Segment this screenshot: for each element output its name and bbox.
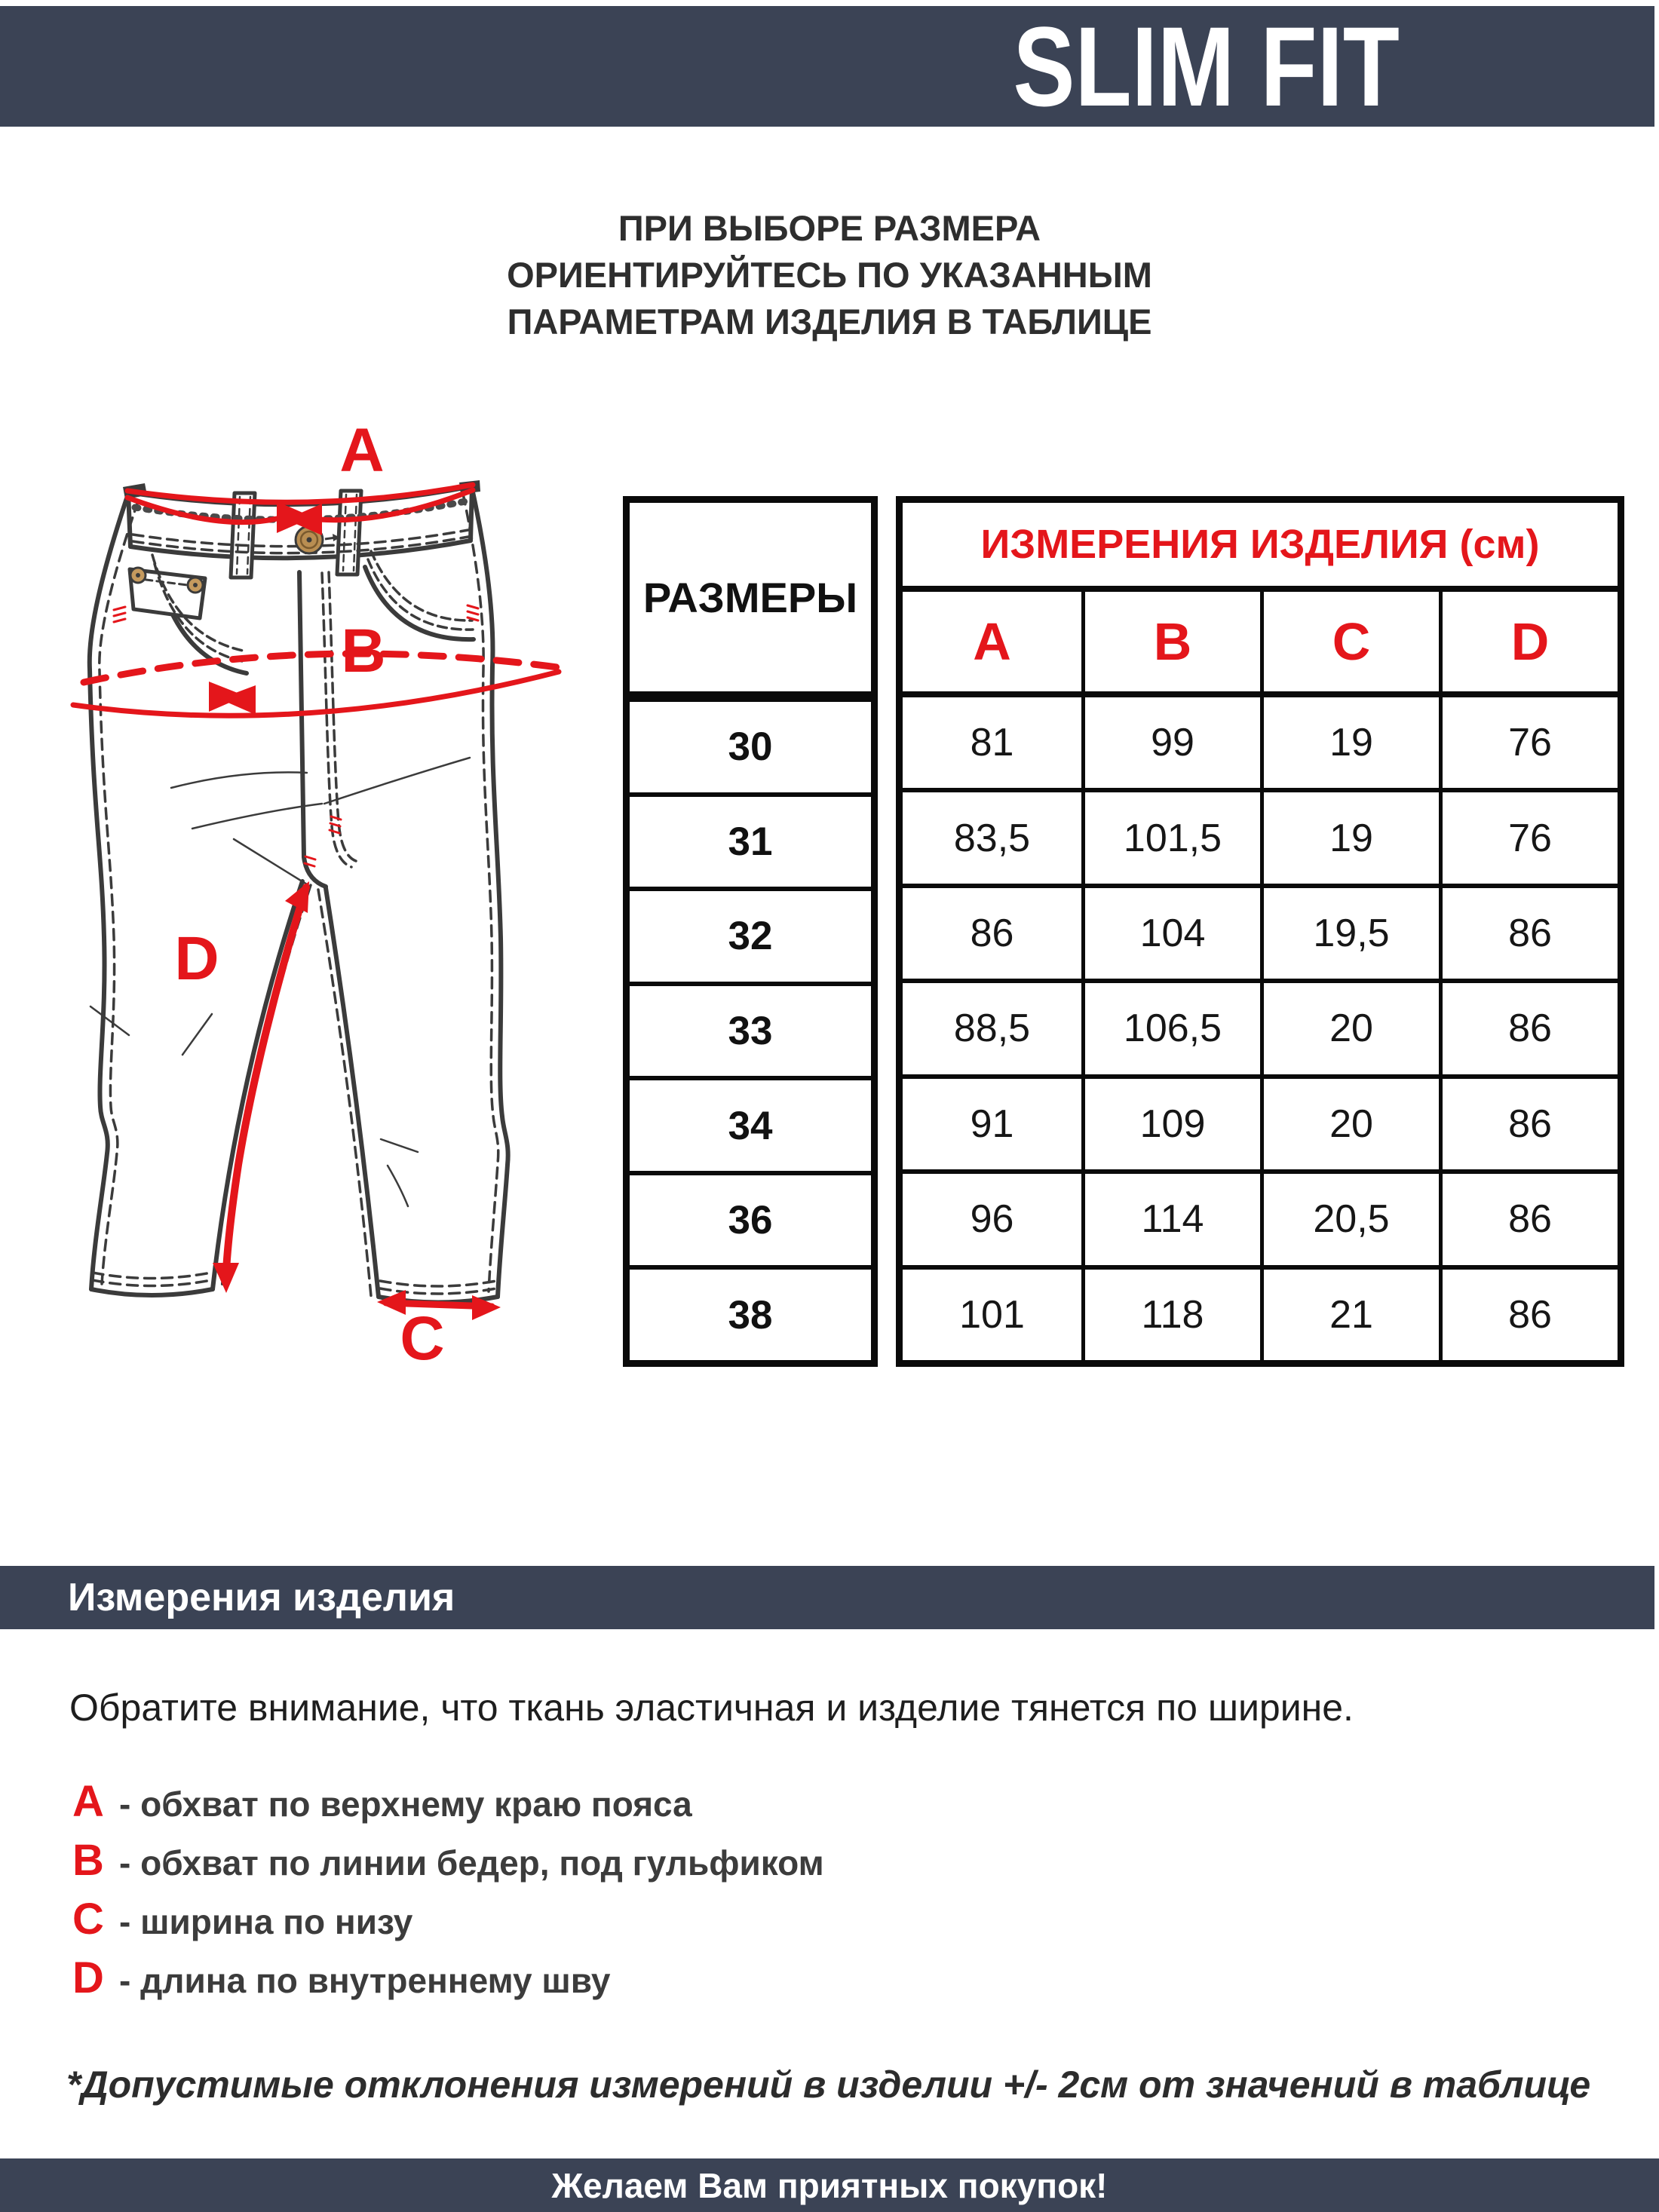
- legend-text: - обхват по линии бедер, под гульфиком: [119, 1843, 824, 1883]
- measurement-legend: [72, 1776, 824, 2011]
- tolerance-disclaimer: *Допустимые отклонения измерений в изделии +/- 2см от значений в таблице: [66, 2063, 1591, 2106]
- size-row: 36: [630, 1171, 871, 1266]
- intro-line-1: ПРИ ВЫБОРЕ РАЗМЕРА: [618, 208, 1041, 248]
- footer-bar: [0, 2158, 1659, 2212]
- legend-letter: D: [72, 1953, 104, 2002]
- legend-letter: A: [72, 1777, 104, 1826]
- label-a: A: [339, 416, 385, 485]
- measure-d-annotation: [213, 881, 309, 1293]
- label-c: C: [400, 1304, 445, 1373]
- jeans-diagram: [57, 416, 607, 1518]
- legend-letter: C: [72, 1895, 104, 1944]
- legend-item: [72, 1835, 824, 1894]
- legend-item: [72, 1776, 824, 1835]
- size-row: 38: [630, 1265, 871, 1360]
- measurements-header: ИЗМЕРЕНИЯ ИЗДЕЛИЯ (см): [903, 503, 1618, 592]
- column-b: B: [1081, 592, 1260, 691]
- table-row: 91 109 20 86: [903, 1074, 1618, 1169]
- size-row: 33: [630, 982, 871, 1077]
- fabric-note: Обратите внимание, что ткань эластичная и изделие тянется по ширине.: [69, 1687, 1354, 1729]
- header-bar: [0, 3, 1654, 130]
- table-row: 96 114 20,5 86: [903, 1169, 1618, 1264]
- measurement-columns: [903, 592, 1618, 697]
- intro-heading: [0, 205, 1659, 345]
- sizes-column: [623, 496, 878, 1367]
- table-row: 88,5 106,5 20 86: [903, 979, 1618, 1074]
- legend-letter: B: [72, 1836, 104, 1885]
- measure-b-annotation: [73, 654, 559, 715]
- table-row: 101 118 21 86: [903, 1265, 1618, 1360]
- column-d: D: [1439, 592, 1618, 691]
- measure-a-annotation: [127, 485, 473, 535]
- legend-text: - ширина по низу: [119, 1902, 413, 1941]
- table-row: 86 104 19,5 86: [903, 884, 1618, 979]
- sizes-header: РАЗМЕРЫ: [630, 503, 871, 697]
- legend-item: [72, 1953, 824, 2011]
- legend-text: - длина по внутреннему шву: [119, 1961, 611, 2000]
- column-c: C: [1260, 592, 1439, 691]
- table-row: 83,5 101,5 19 76: [903, 788, 1618, 883]
- footer-message: Желаем Вам приятных покупок!: [551, 2165, 1108, 2205]
- intro-line-2: ОРИЕНТИРУЙТЕСЬ ПО УКАЗАННЫМ: [507, 255, 1152, 295]
- size-row: 31: [630, 792, 871, 887]
- red-tack-stitches: [114, 605, 478, 866]
- legend-text: - обхват по верхнему краю пояса: [119, 1785, 692, 1824]
- label-b: B: [341, 617, 386, 685]
- size-row: 32: [630, 887, 871, 982]
- measurement-rows: [903, 697, 1618, 1360]
- section-bar: [0, 1566, 1654, 1629]
- legend-item: [72, 1894, 824, 1953]
- page-title: SLIM FIT: [1013, 3, 1400, 130]
- table-row: 81 99 19 76: [903, 697, 1618, 788]
- column-a: A: [973, 612, 1011, 671]
- intro-line-3: ПАРАМЕТРАМ ИЗДЕЛИЯ В ТАБЛИЦЕ: [507, 302, 1152, 342]
- size-row: 30: [630, 697, 871, 792]
- label-d: D: [174, 924, 219, 993]
- section-bar-title: Измерения изделия: [68, 1576, 455, 1619]
- size-row: 34: [630, 1076, 871, 1171]
- measurements-table: [896, 496, 1624, 1367]
